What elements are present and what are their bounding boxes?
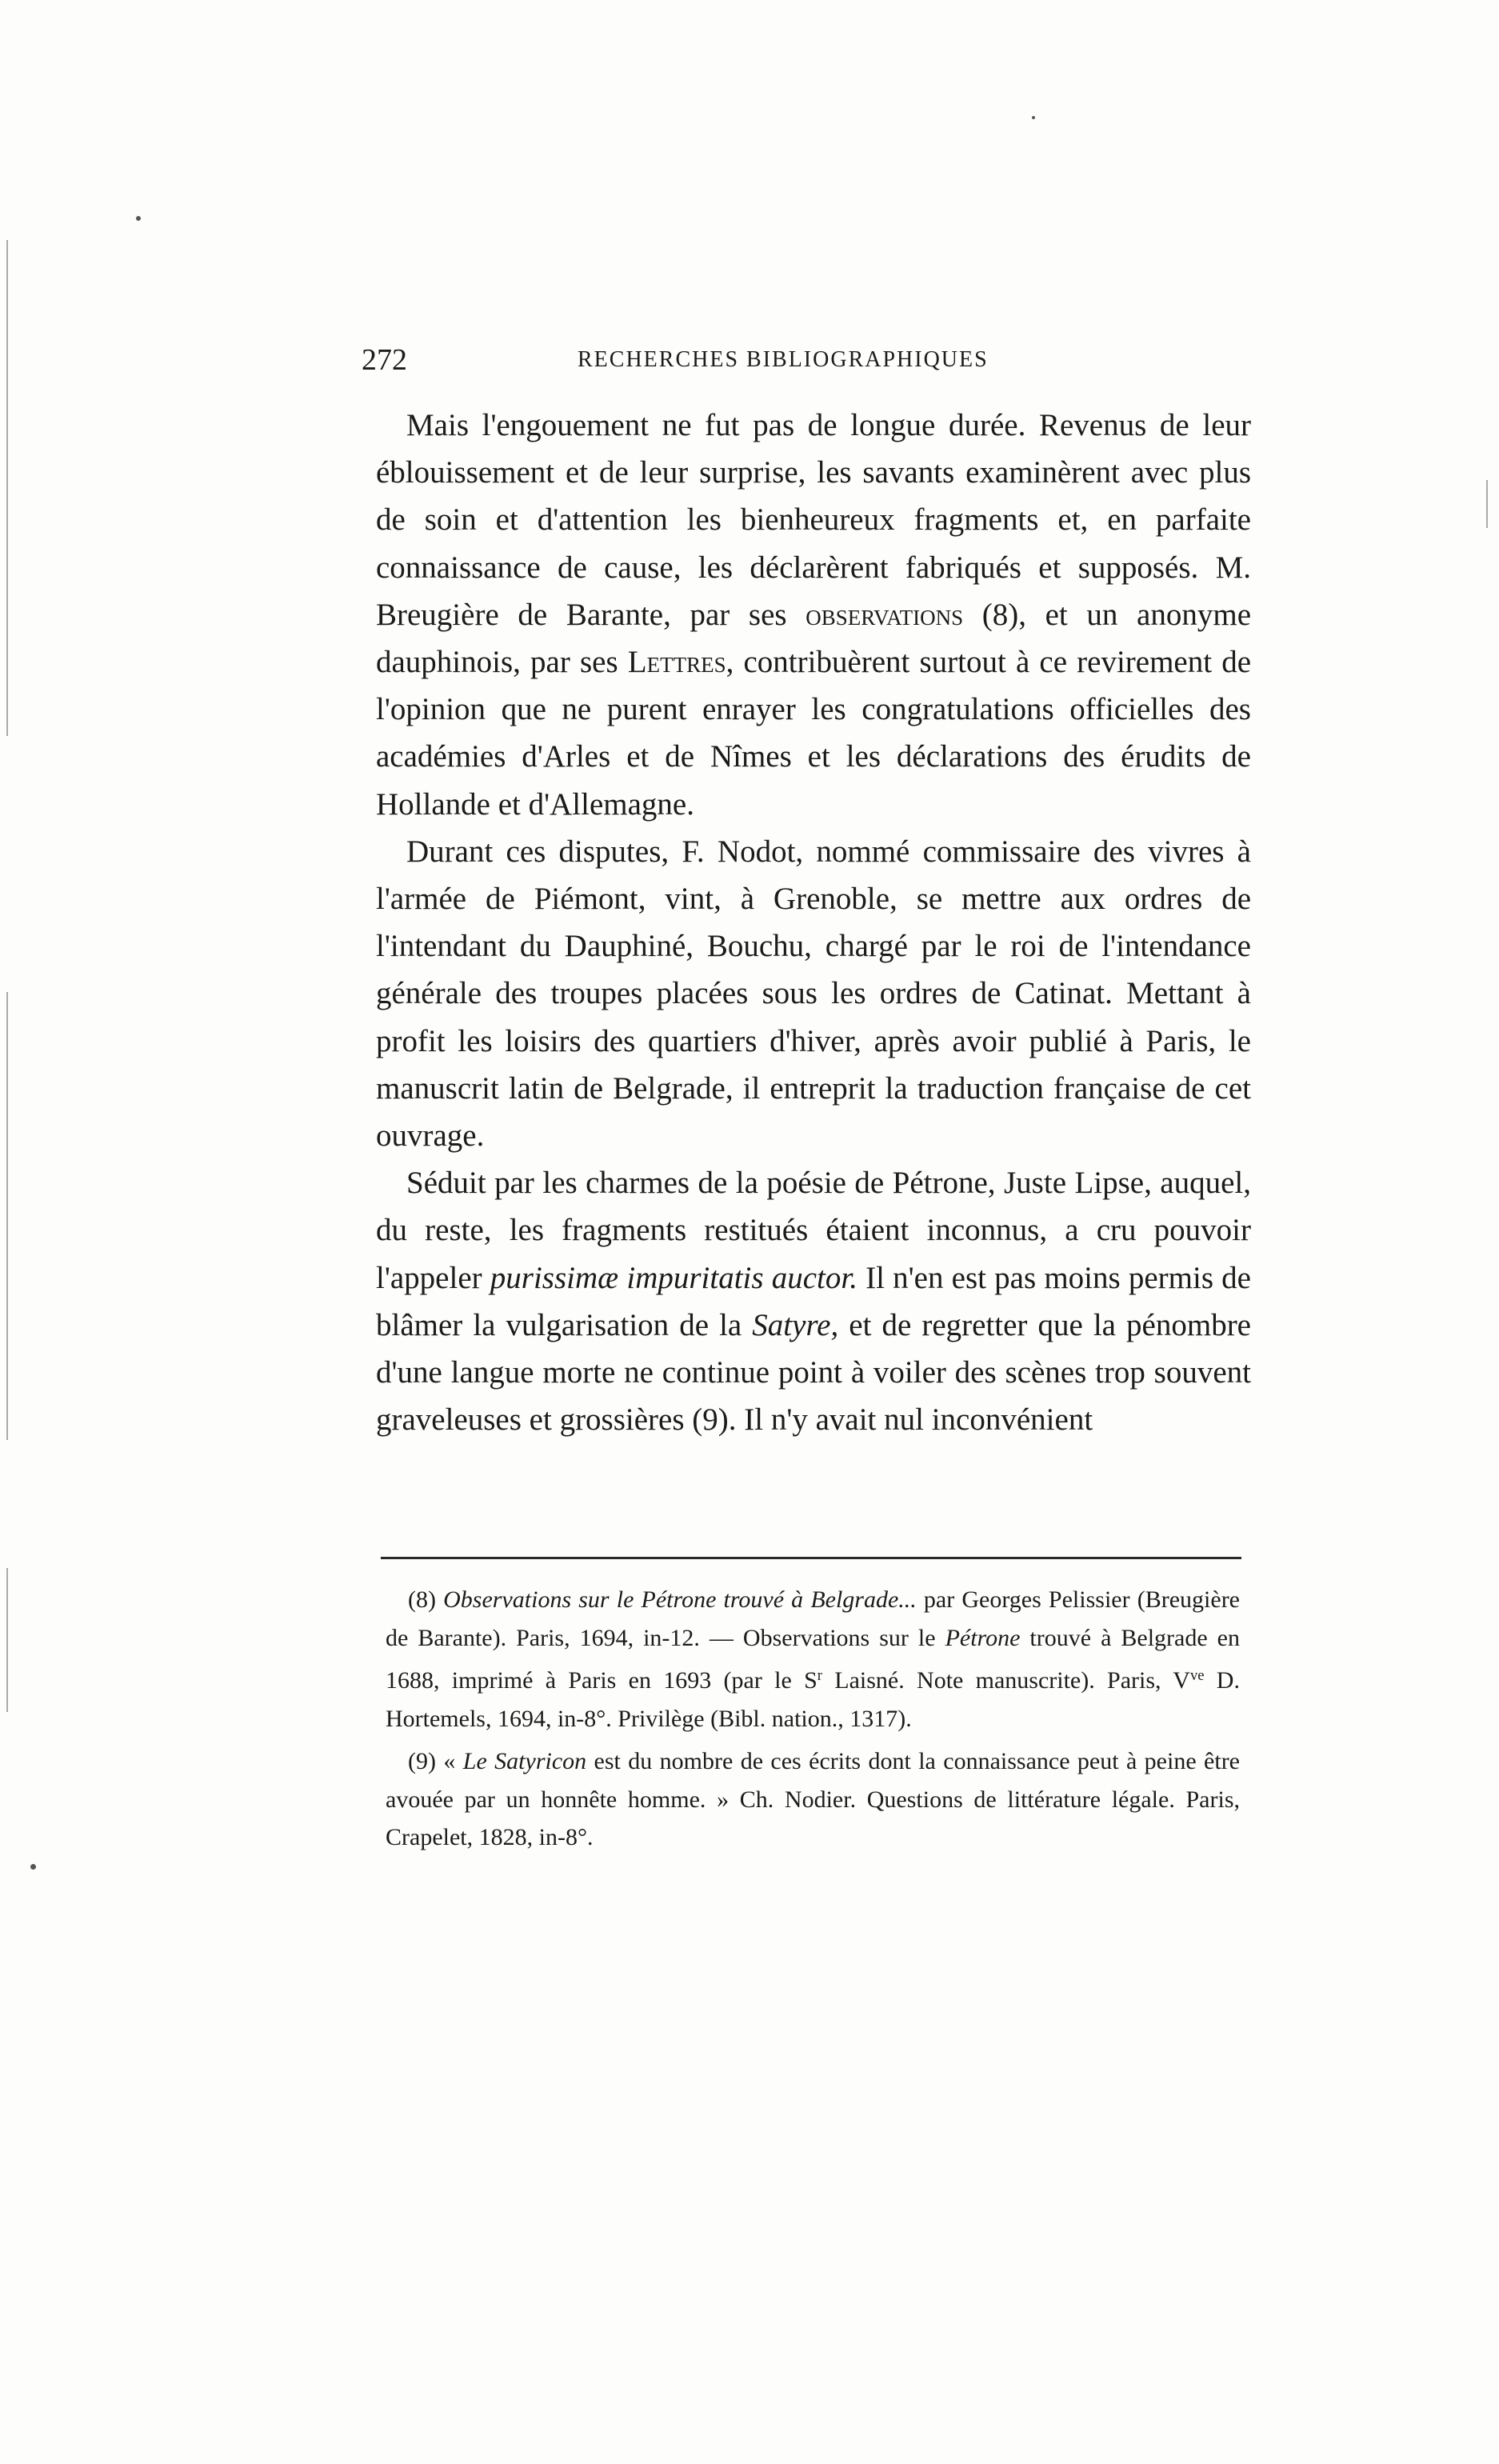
scan-edge-mark <box>6 1568 8 1712</box>
superscript: r <box>817 1667 822 1684</box>
text-span: , contribuèrent surtout à ce revirement de l'opinion que ne purent enrayer les congratulations officielles des académies d'Arles et de Nîmes et les déclarations des érudits de Hollande et d'Allemagne. <box>376 645 1252 822</box>
scan-speck <box>136 216 141 221</box>
paragraph-2: Durant ces disputes, F. Nodot, nommé commissaire des vivres à l'armée de Piémont, vint, à Grenoble, se mettre aux ordres de l'intendant du Dauphiné, Bouchu, chargé par le roi de l'intendance générale des troupes placées sous les ordres de Catinat. Mettant à profit les loisirs des quartiers d'hiver, après avoir publié à Paris, le manuscrit latin de Belgrade, il entreprit la traduction française de cet ouvrage. <box>376 834 1251 1154</box>
main-text <box>376 402 1251 1443</box>
scan-speck <box>1032 116 1035 119</box>
footnote-9 <box>386 1742 1240 1857</box>
text-span: Séduit par les charmes de la poésie de Pétrone, Juste Lipse, auquel, du reste, les fragments restitués étaient inconnus, a cru pouvoir l'appeler <box>376 1166 1251 1295</box>
text-span: (8), et un anonyme dauphinois, par ses <box>376 597 1251 680</box>
text-span: est du nombre de ces écrits dont la connaissance peut à peine être avouée par un honnête homme. » Ch. Nodier. Questions de littérature légale. Paris, Crapelet, 1828, in-8°. <box>386 1748 1240 1851</box>
running-title: RECHERCHES BIBLIOGRAPHIQUES <box>578 347 989 372</box>
footnote-italic: Pétrone <box>945 1624 1021 1651</box>
text-span: trouvé à Belgrade en 1688, imprimé à Paris en 1693 (par le S <box>386 1624 1240 1694</box>
text-span: par Georges Pelissier (Breugière de Barante). Paris, 1694, in-12. — Observations sur le <box>386 1586 1240 1651</box>
text-span: Mais l'engouement ne fut pas de longue durée. Revenus de leur éblouissement et de leur surprise, les savants examinèrent avec plus de soin et d'attention les bienheureux fragments et, en parfaite connaissance de cause, les déclarèrent fabriqués et supposés. M. Breugière de Barante, par ses <box>376 408 1251 632</box>
page-number: 272 <box>362 343 407 377</box>
footnote-number: (8) <box>408 1586 444 1613</box>
scan-edge-mark <box>6 992 8 1440</box>
text-span: D. Hortemels, 1694, in-8°. Privilège (Bibl. nation., 1317). <box>386 1667 1240 1732</box>
footnote-rule <box>381 1557 1241 1559</box>
paragraph-3 <box>376 1159 1251 1443</box>
footnote-title: Le Satyricon <box>462 1748 587 1775</box>
footnote-title: Observations sur le Pétrone trouvé à Belgrade... <box>443 1586 917 1613</box>
satyre-title: Satyre, <box>752 1307 839 1342</box>
lettres-smallcaps: Lettres <box>627 645 726 680</box>
paragraph-1 <box>376 402 1251 828</box>
text-span: Laisné. Note manuscrite). Paris, V <box>821 1667 1190 1694</box>
footnote-8 <box>386 1581 1240 1738</box>
scan-edge-mark <box>1486 480 1488 528</box>
page-header <box>362 342 1270 390</box>
text-span: et de regretter que la pénombre d'une langue morte ne continue point à voiler des scènes trop souvent graveleuses et grossières (9). Il n'y avait nul inconvénient <box>376 1307 1251 1438</box>
superscript: ve <box>1189 1667 1205 1684</box>
text-span: (9) « <box>408 1748 463 1775</box>
scan-speck <box>30 1864 36 1870</box>
observations-smallcaps: observations <box>805 597 964 632</box>
footnotes <box>386 1581 1240 1862</box>
scan-edge-mark <box>6 240 8 736</box>
text-span: Il n'en est pas moins permis de blâmer la vulgarisation de la <box>376 1260 1251 1342</box>
latin-quote: purissimæ impuritatis auctor. <box>490 1260 857 1295</box>
